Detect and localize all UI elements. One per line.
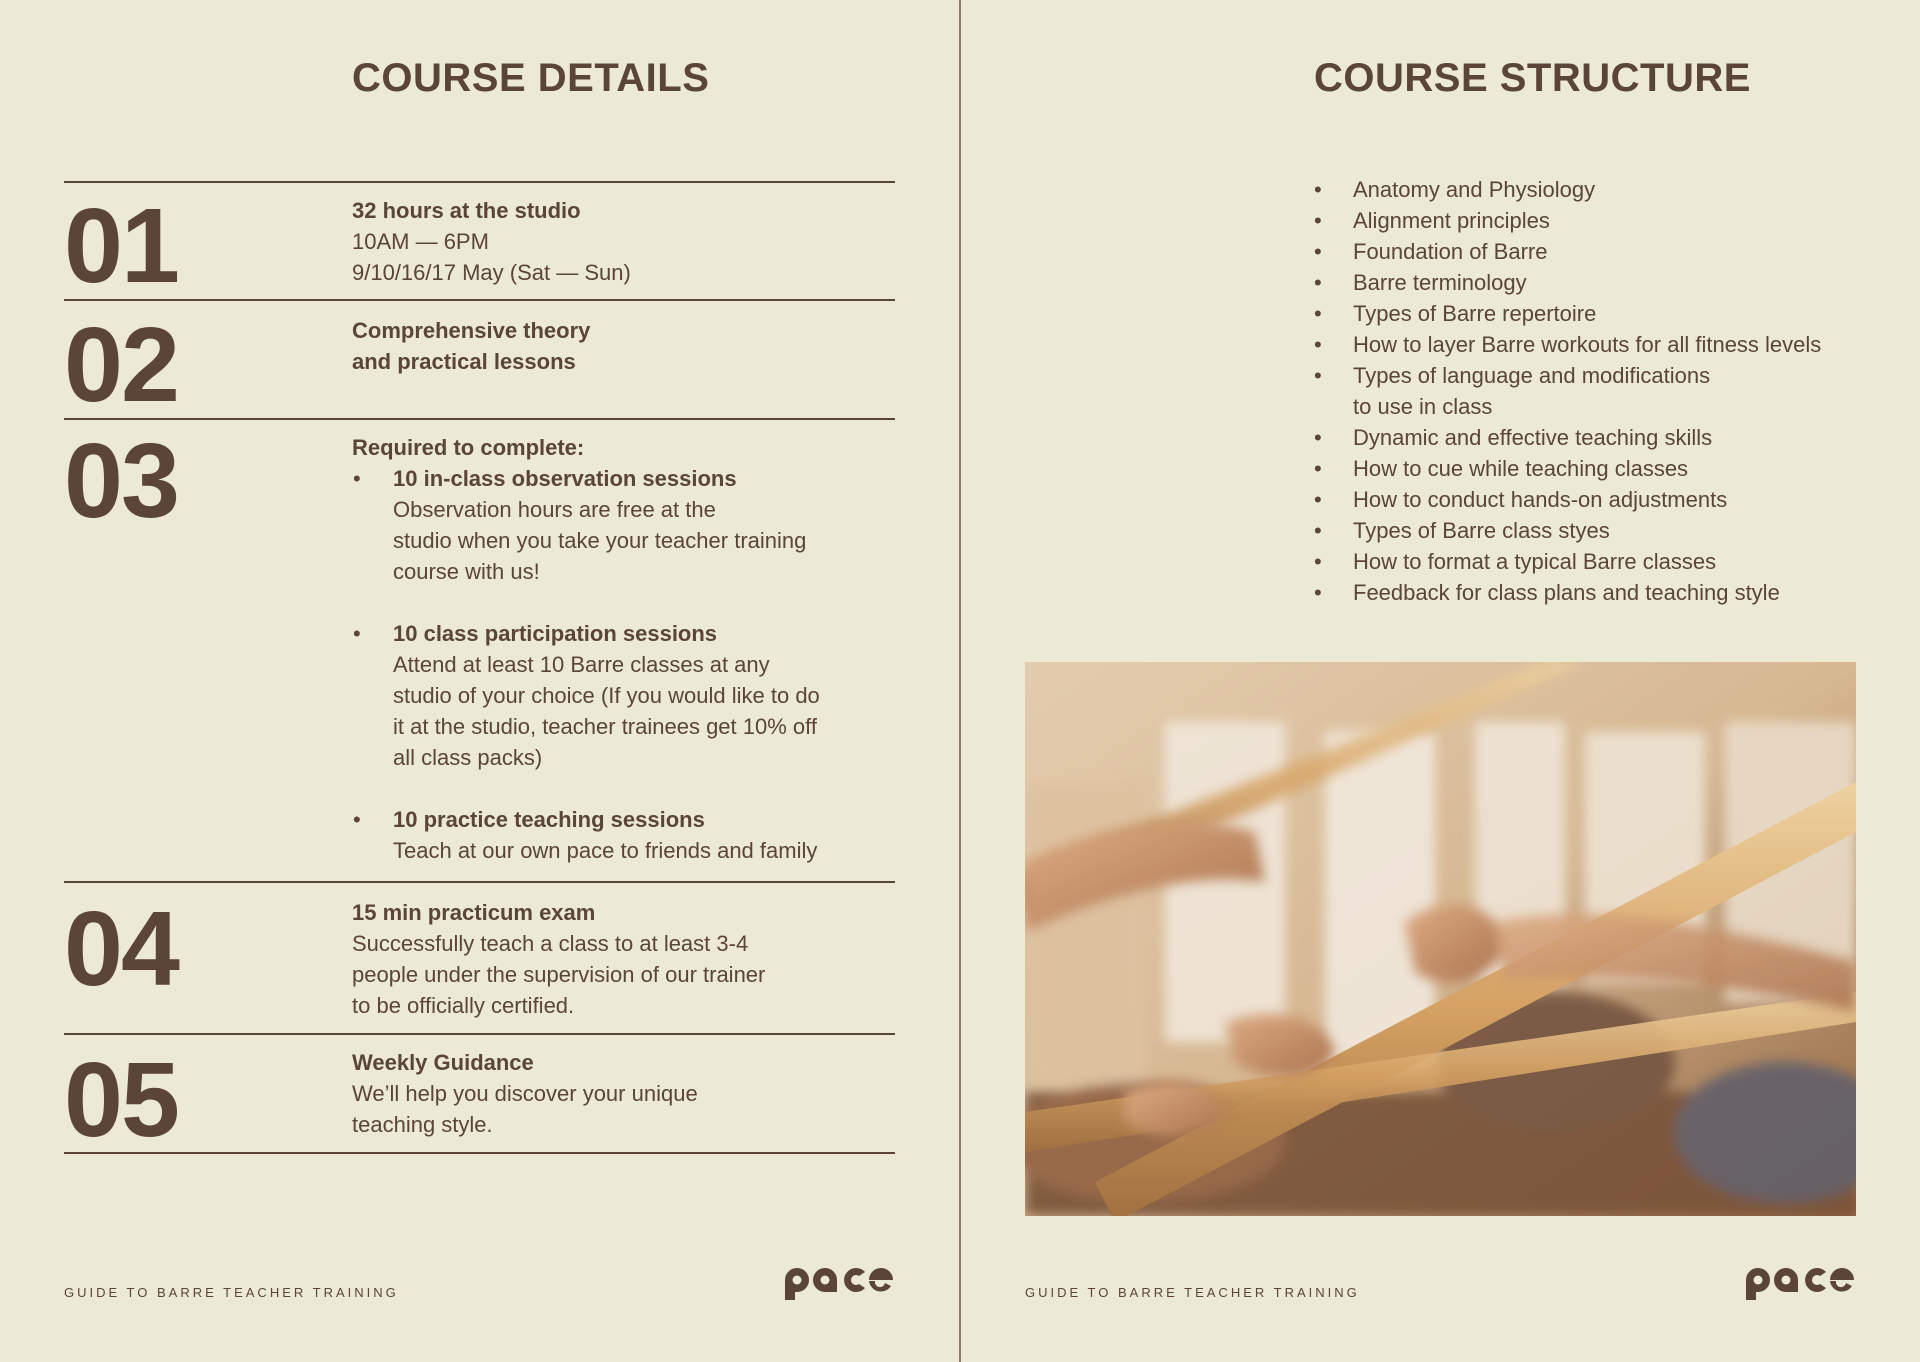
item-text: • Feedback for class plans and teaching style [1353,580,1780,605]
row-text: 9/10/16/17 May (Sat — Sun) [352,260,631,285]
list-item [1314,174,1821,205]
row-number: 04 [64,890,178,1008]
page-title: COURSE DETAILS [352,56,710,100]
list-item [1314,298,1821,329]
row-heading: Comprehensive theory [352,318,591,343]
row-heading: 32 hours at the studio [352,198,581,223]
course-details-table [64,181,895,1159]
detail-row-05 [64,1035,895,1159]
row-body [352,897,895,1021]
row-heading: Required to complete: [352,435,585,460]
row-text: to be officially certified. [352,993,575,1018]
list-item [352,618,895,773]
requirements-list [352,463,895,866]
list-item [1314,453,1821,484]
list-item [1314,484,1821,515]
item-text: • Alignment principles [1353,208,1550,233]
row-number: 02 [64,306,178,424]
list-item [1314,577,1821,608]
list-item [1314,515,1821,546]
course-structure-list [1314,174,1821,608]
item-text: • How to cue while teaching classes [1353,456,1689,481]
item-title: • 10 in-class observation sessions [393,466,737,491]
row-heading: 15 min practicum exam [352,900,596,925]
item-text: • How to format a typical Barre classes [1353,549,1717,574]
detail-row-03 [64,420,895,883]
item-text: studio of your choice (If you would like to do [393,683,820,708]
item-text: • How to layer Barre workouts for all fitness levels [1353,332,1822,357]
item-text: Attend at least 10 Barre classes at any [393,652,770,677]
item-text: studio when you take your teacher training [393,528,807,553]
footer-text: GUIDE TO BARRE TEACHER TRAINING [1025,1285,1360,1300]
row-number: 01 [64,187,178,305]
footer-text: GUIDE TO BARRE TEACHER TRAINING [64,1285,399,1300]
list-item [352,463,895,587]
row-body [352,195,895,288]
item-text: • Anatomy and Physiology [1353,177,1596,202]
row-heading: Weekly Guidance [352,1050,534,1075]
list-item [1314,329,1821,360]
row-text: teaching style. [352,1112,493,1137]
left-page [0,0,959,1362]
item-title: • 10 class participation sessions [393,621,718,646]
list-item [1314,236,1821,267]
item-title: • 10 practice teaching sessions [393,807,705,832]
item-text: • Types of language and modifications [1353,363,1711,388]
detail-row-01 [64,183,895,305]
row-text: Successfully teach a class to at least 3-4 [352,931,749,956]
row-body [352,432,895,866]
item-text: • Types of Barre repertoire [1353,301,1597,326]
row-text: We’ll help you discover your unique [352,1081,698,1106]
item-text: • Foundation of Barre [1353,239,1548,264]
item-text: it at the studio, teacher trainees get 10% off [393,714,817,739]
pace-logo [1744,1266,1856,1300]
list-item [1314,267,1821,298]
detail-row-02 [64,301,895,424]
row-body [352,315,895,377]
list-item [1314,546,1821,577]
row-heading: and practical lessons [352,349,576,374]
page-title: COURSE STRUCTURE [1314,56,1751,100]
item-text: Teach at our own pace to friends and family [393,838,818,863]
item-text: • Barre terminology [1353,270,1527,295]
item-text: • How to conduct hands-on adjustments [1353,487,1728,512]
row-number: 05 [64,1041,178,1159]
detail-row-04 [64,883,895,1035]
list-item [352,804,895,866]
row-number: 03 [64,422,178,540]
list-item [1314,360,1821,422]
item-text: all class packs) [393,745,543,770]
row-body [352,1047,895,1140]
row-text: people under the supervision of our trainer [352,962,766,987]
item-text: course with us! [393,559,540,584]
right-page [961,0,1920,1362]
row-text: 10AM — 6PM [352,229,489,254]
item-text: • Dynamic and effective teaching skills [1353,425,1713,450]
item-text: to use in class [1353,394,1493,419]
list-item [1314,422,1821,453]
item-text: • Types of Barre class styes [1353,518,1610,543]
list-item [1314,205,1821,236]
pace-logo [783,1266,895,1300]
barre-class-photo [1025,662,1856,1216]
item-text: Observation hours are free at the [393,497,716,522]
